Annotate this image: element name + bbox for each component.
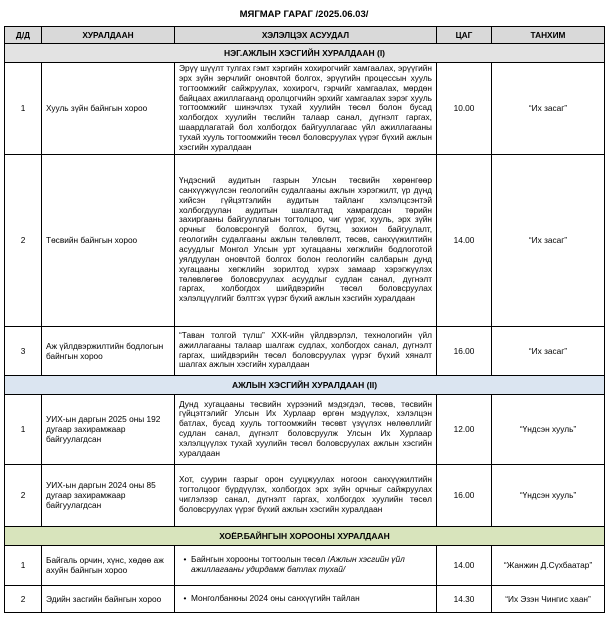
row-time: 14.00 bbox=[437, 154, 492, 326]
topic-text: Монголбанкны 2024 оны санхүүгийн тайлан bbox=[191, 592, 360, 603]
header-meeting: ХУРАЛДААН bbox=[42, 27, 175, 44]
row-topic: Хот, суурин газрыг орон сууцжуулах ногоон санхүүжилтийн тогтолцоог бүрдүүлэх, холбогдох эрх зүйн орчныг сайжруулах чиглэлээр санал, дүгнэлт гаргах, холбогдох хуулийн төсөл боловсруулах үүрэг бүхий ажлын хэсгийн хуралдаан bbox=[175, 464, 437, 526]
row-num: 1 bbox=[5, 63, 42, 155]
row-meeting: Төсвийн байнгын хороо bbox=[42, 154, 175, 326]
header-topic: ХЭЛЭЛЦЭХ АСУУДАЛ bbox=[175, 27, 437, 44]
table-row bbox=[5, 545, 605, 585]
section-header-row bbox=[5, 44, 605, 63]
section-title: ХОЁР.БАЙНГЫН ХОРООНЫ ХУРАЛДААН bbox=[5, 526, 605, 545]
row-time: 16.00 bbox=[437, 464, 492, 526]
row-time: 16.00 bbox=[437, 326, 492, 375]
row-room: “Их засаг” bbox=[492, 63, 605, 155]
row-time: 14.00 bbox=[437, 545, 492, 585]
table-row bbox=[5, 326, 605, 375]
row-meeting: Хууль зүйн байнгын хороо bbox=[42, 63, 175, 155]
header-time: ЦАГ bbox=[437, 27, 492, 44]
row-room: “Үндсэн хууль” bbox=[492, 464, 605, 526]
row-num: 2 bbox=[5, 585, 42, 612]
row-meeting: Байгаль орчин, хүнс, хөдөө аж ахуйн байнгын хороо bbox=[42, 545, 175, 585]
header-room: ТАНХИМ bbox=[492, 27, 605, 44]
row-room: “Их Эзэн Чингис хаан” bbox=[492, 585, 605, 612]
row-meeting: Аж үйлдвэржилтийн бодлогын байнгын хороо bbox=[42, 326, 175, 375]
row-time: 14.30 bbox=[437, 585, 492, 612]
table-row bbox=[5, 464, 605, 526]
table-header-row bbox=[5, 27, 605, 44]
section-title: АЖЛЫН ХЭСГИЙН ХУРАЛДААН (II) bbox=[5, 375, 605, 394]
row-topic bbox=[175, 545, 437, 585]
row-num: 2 bbox=[5, 464, 42, 526]
row-time: 10.00 bbox=[437, 63, 492, 155]
row-meeting: УИХ-ын даргын 2025 оны 192 дугаар захирамжаар байгуулагдсан bbox=[42, 394, 175, 464]
table-row bbox=[5, 394, 605, 464]
section-title: НЭГ.АЖЛЫН ХЭСГИЙН ХУРАЛДААН (I) bbox=[5, 44, 605, 63]
row-room: “Их засаг” bbox=[492, 154, 605, 326]
topic-text: Байнгын хорооны тогтоолын төсөл / bbox=[191, 554, 330, 565]
row-topic: Үндэсний аудитын газрын Улсын төсвийн хөрөнгөөр санхүүжүүлсэн геологийн судалгааны ажлын хэрэгжилт, үр дүнд хийсэн гүйцэтгэлийн аудитын тайланг хэлэлцсэнтэй холбогдуулан аудитын шалгалтад хамрагдсан төрийн захиргааны байгууллагын тогтолцоо, чиг үүрэг, хууль, эрх зүйн орчныг боловсронгуй болгох, бүтэц, зохион байгуулалт, геологийн судалгааны ажлын төлөвлөлт, төсөв, санхүүжилтийн асуудлыг Монгол Улсын урт хугацааны хөгжлийн бодлоготой уялдуулан оновчтой болгох болон геологийн салбарын дунд хугацааны хөгжлийн зорилтод хүрэх замаар хэрэгжүүлэх төлөвлөгөө боловсруулах асуудлыг судлан санал, дүгнэлт гаргах, холбогдох шийдвэрийн төсөл боловсруулах хэлэлцүүлгийг бэлтгэх үүрэг бүхий ажлын хэсгийн хуралдаан bbox=[175, 154, 437, 326]
row-num: 1 bbox=[5, 545, 42, 585]
section-header-row bbox=[5, 526, 605, 545]
row-meeting: УИХ-ын даргын 2024 оны 85 дугаар захирамжаар байгуулагдсан bbox=[42, 464, 175, 526]
row-room: “Үндсэн хууль” bbox=[492, 394, 605, 464]
section-header-row bbox=[5, 375, 605, 394]
table-row bbox=[5, 63, 605, 155]
row-room: “Жанжин Д.Сүхбаатар” bbox=[492, 545, 605, 585]
row-topic: Эрүү шүүлт тулгах гэмт хэргийн хохирогчийг хамгаалах, эрүүгийн эрх зүйн зөрчлийг оновчтой болгох, эрүүгийн процессын хууль тогтоомжийг сайжруулах, хохирогч, гэрчийг хамгаалах, мөрдөн байцаах ажиллагаанд оролцогчийн эрхийг хамгаалах зэрэг хууль тогтоомжийг шинэчлэх тухай хуулийн төсөл болон бусад холбогдох хуулийн төслийн талаар санал, дүгнэлт гаргах, шаардлагатай бол холбогдох байгууллагаас үйл ажиллагааны тухай хууль тогтоомжийн төсөл боловсруулах үүрэг бүхий ажлын хэсгийн хуралдаан bbox=[175, 63, 437, 155]
row-topic bbox=[175, 585, 437, 612]
document-title: МЯГМАР ГАРАГ /2025.06.03/ bbox=[239, 9, 369, 20]
header-num: Д/Д bbox=[5, 27, 42, 44]
topic-italic-text: Ажлын хэсгийн үйл ажиллагааны удирдамж батлах тухай/ bbox=[191, 554, 405, 575]
bullet-icon: • bbox=[183, 592, 187, 603]
row-num: 3 bbox=[5, 326, 42, 375]
table-row bbox=[5, 154, 605, 326]
row-topic: Дунд хугацааны төсвийн хүрээний мэдэгдэл, төсөв, төсвийн гүйцэтгэлийг Улсын Их Хурлаар өргөн мэдүүлэх, хэлэлцэн батлах, бусад хууль тогтоомжийн төсөвт үзүүлэх нөлөөллийг судлан санал, дүгнэлт боловсруулж Улсын Их Хурлаар хэлэлцүүлэх тухай хуулийн төсөл боловсруулах ажлын хэсгийн хуралдаан bbox=[175, 394, 437, 464]
schedule-table bbox=[4, 26, 605, 613]
row-num: 1 bbox=[5, 394, 42, 464]
row-meeting: Эдийн засгийн байнгын хороо bbox=[42, 585, 175, 612]
row-time: 12.00 bbox=[437, 394, 492, 464]
table-row bbox=[5, 585, 605, 612]
bullet-icon: • bbox=[183, 554, 187, 565]
row-room: “Их засаг” bbox=[492, 326, 605, 375]
row-num: 2 bbox=[5, 154, 42, 326]
row-topic: “Таван толгой түлш” ХХК-ийн үйлдвэрлэл, технологийн үйл ажиллагааны талаар шалгаж судлах, холбогдох санал, дүгнэлт гаргах, шийдвэрийн төсөл боловсруулах үүрэг бүхий хяналт шалгах ажлын хэсгийн хуралдаан bbox=[175, 326, 437, 375]
